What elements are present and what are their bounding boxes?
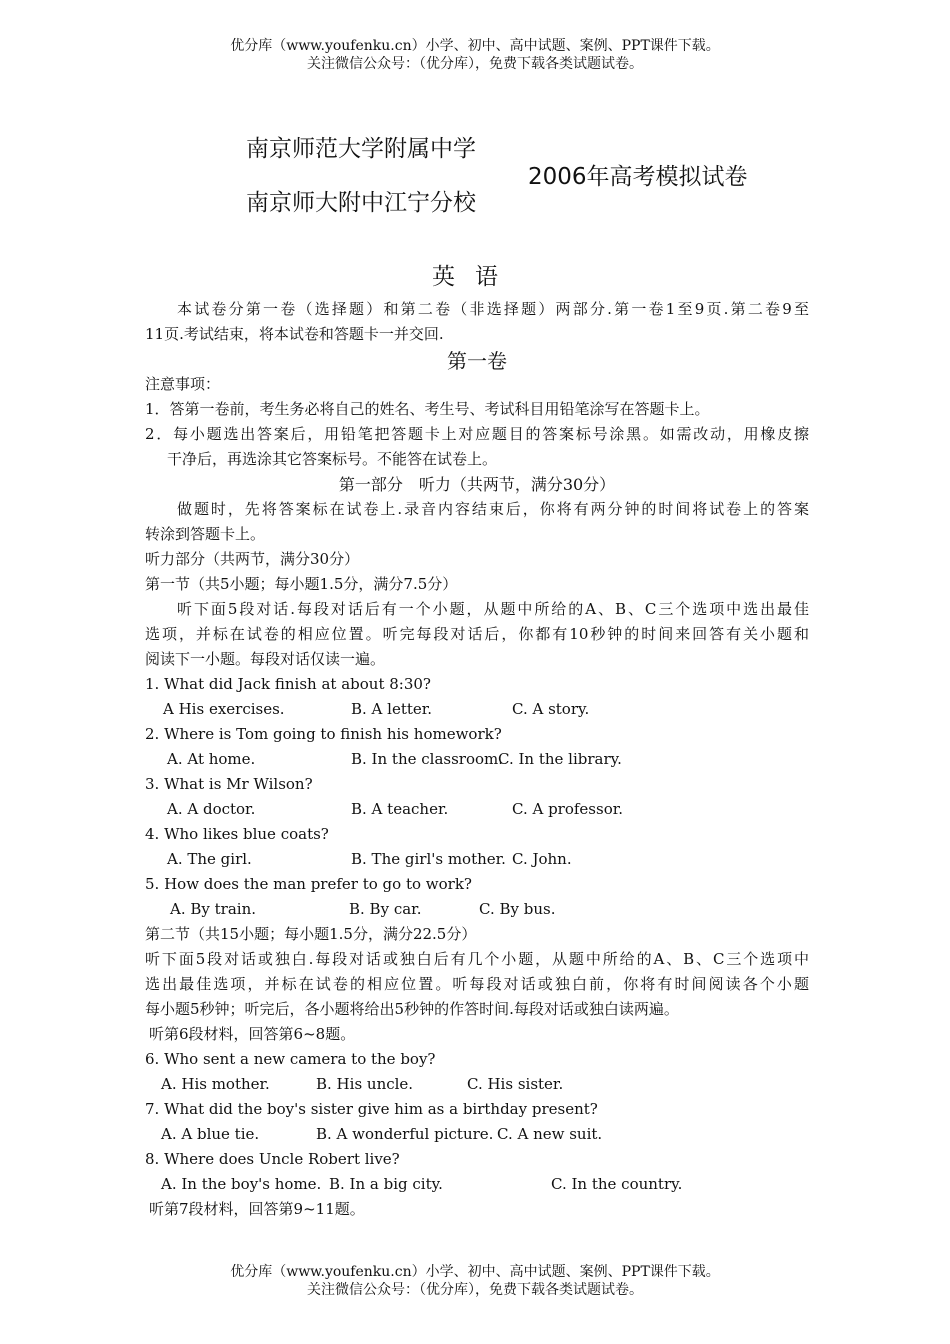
q5-option-b: B. By car. [349,900,422,918]
q1-option-a: A His exercises. [163,700,285,718]
question-4: 4. Who likes blue coats? [145,825,329,843]
volume-heading: 第一卷 [447,349,507,373]
q5-option-a: A. By train. [170,900,257,918]
subject-title: 英语 [432,264,518,290]
question-1: 1. What did Jack finish at about 8:30? [145,675,431,693]
q6-option-b: B. His uncle. [316,1075,414,1093]
q7-option-c: C. A new suit. [497,1125,603,1143]
question-7: 7. What did the boy's sister give him as a birthday present? [145,1100,598,1118]
q8-option-a: A. In the boy's home. [161,1175,322,1193]
q2-option-c: C. In the library. [498,750,622,768]
section2-heading: 第二节（共15小题；每小题1.5分，满分22.5分） [145,925,477,943]
section1-heading: 第一节（共5小题；每小题1.5分，满分7.5分） [145,575,458,593]
section2-instr-2: 选出最佳选项，并标在试卷的相应位置。听每段对话或独白前，你将有时间阅读各个小题 [145,975,809,993]
q5-option-c: C. By bus. [479,900,556,918]
page-footer [0,1263,950,1299]
q6-option-a: A. His mother. [161,1075,270,1093]
q3-option-c: C. A professor. [512,800,624,818]
question-8: 8. Where does Uncle Robert live? [145,1150,400,1168]
material-6-label: 听第6段材料，回答第6~8题。 [149,1025,356,1043]
part1-heading: 第一部分 听力（共两节，满分30分） [338,475,616,494]
q3-option-a: A. A doctor. [167,800,256,818]
q7-option-a: A. A blue tie. [161,1125,260,1143]
q2-option-a: A. At home. [167,750,256,768]
q3-option-b: B. A teacher. [351,800,449,818]
q1-option-b: B. A letter. [351,700,433,718]
footer-line-1: 优分库（www.youfenku.cn）小学、初中、高中试题、案例、PPT课件下载。 [230,1264,720,1280]
intro-line-1: 本试卷分第一卷（选择题）和第二卷（非选择题）两部分.第一卷1至9页.第二卷9至 [177,300,809,318]
material-7-label: 听第7段材料，回答第9~11题。 [149,1200,365,1218]
part1-instr-2: 转涂到答题卡上。 [145,525,266,543]
question-5: 5. How does the man prefer to go to work? [145,875,472,893]
q4-option-a: A. The girl. [167,850,252,868]
notice-item-2b: 干净后，再选涂其它答案标号。不能答在试卷上。 [167,450,498,468]
q6-option-c: C. His sister. [467,1075,564,1093]
q4-option-b: B. The girl's mother. [351,850,506,868]
intro-line-2: 11页.考试结束，将本试卷和答题卡一并交回. [145,325,444,343]
listening-label: 听力部分（共两节，满分30分） [145,550,360,568]
q7-option-b: B. A wonderful picture. [316,1125,494,1143]
header-line-1: 优分库（www.youfenku.cn）小学、初中、高中试题、案例、PPT课件下载。 [230,38,720,54]
school-name-2: 南京师大附中江宁分校 [246,190,476,216]
section1-instr-3: 阅读下一小题。每段对话仅读一遍。 [145,650,386,668]
q1-option-c: C. A story. [512,700,590,718]
header-line-2: 关注微信公众号：（优分库），免费下载各类试题试卷。 [307,56,643,72]
question-2: 2. Where is Tom going to finish his homework? [145,725,502,743]
q2-option-b: B. In the classroom. [351,750,504,768]
notice-label: 注意事项： [145,375,221,393]
exam-title: 2006年高考模拟试卷 [528,164,748,190]
footer-line-2: 关注微信公众号：（优分库），免费下载各类试题试卷。 [307,1282,643,1298]
school-name-1: 南京师范大学附属中学 [246,136,476,162]
title-block [246,130,806,220]
question-3: 3. What is Mr Wilson? [145,775,313,793]
q8-option-b: B. In a big city. [329,1175,443,1193]
notice-item-2a: 2．每小题选出答案后，用铅笔把答题卡上对应题目的答案标号涂黑。如需改动，用橡皮擦 [145,425,809,443]
notice-item-1: 1．答第一卷前，考生务必将自己的姓名、考生号、考试科目用铅笔涂写在答题卡上。 [145,400,710,418]
q8-option-c: C. In the country. [551,1175,683,1193]
page-header [0,37,950,73]
part1-instr-1: 做题时，先将答案标在试卷上.录音内容结束后，你将有两分钟的时间将试卷上的答案 [177,500,809,518]
section1-instr-1: 听下面5段对话.每段对话后有一个小题，从题中所给的A、B、C三个选项中选出最佳 [177,600,809,618]
section2-instr-3: 每小题5秒钟；听完后，各小题将给出5秒钟的作答时间.每段对话或独白读两遍。 [145,1000,679,1018]
question-6: 6. Who sent a new camera to the boy? [145,1050,436,1068]
section1-instr-2: 选项，并标在试卷的相应位置。听完每段对话后，你都有10秒钟的时间来回答有关小题和 [145,625,809,643]
q4-option-c: C. John. [512,850,572,868]
section2-instr-1: 听下面5段对话或独白.每段对话或独白后有几个小题，从题中所给的A、B、C三个选项中 [145,950,809,968]
